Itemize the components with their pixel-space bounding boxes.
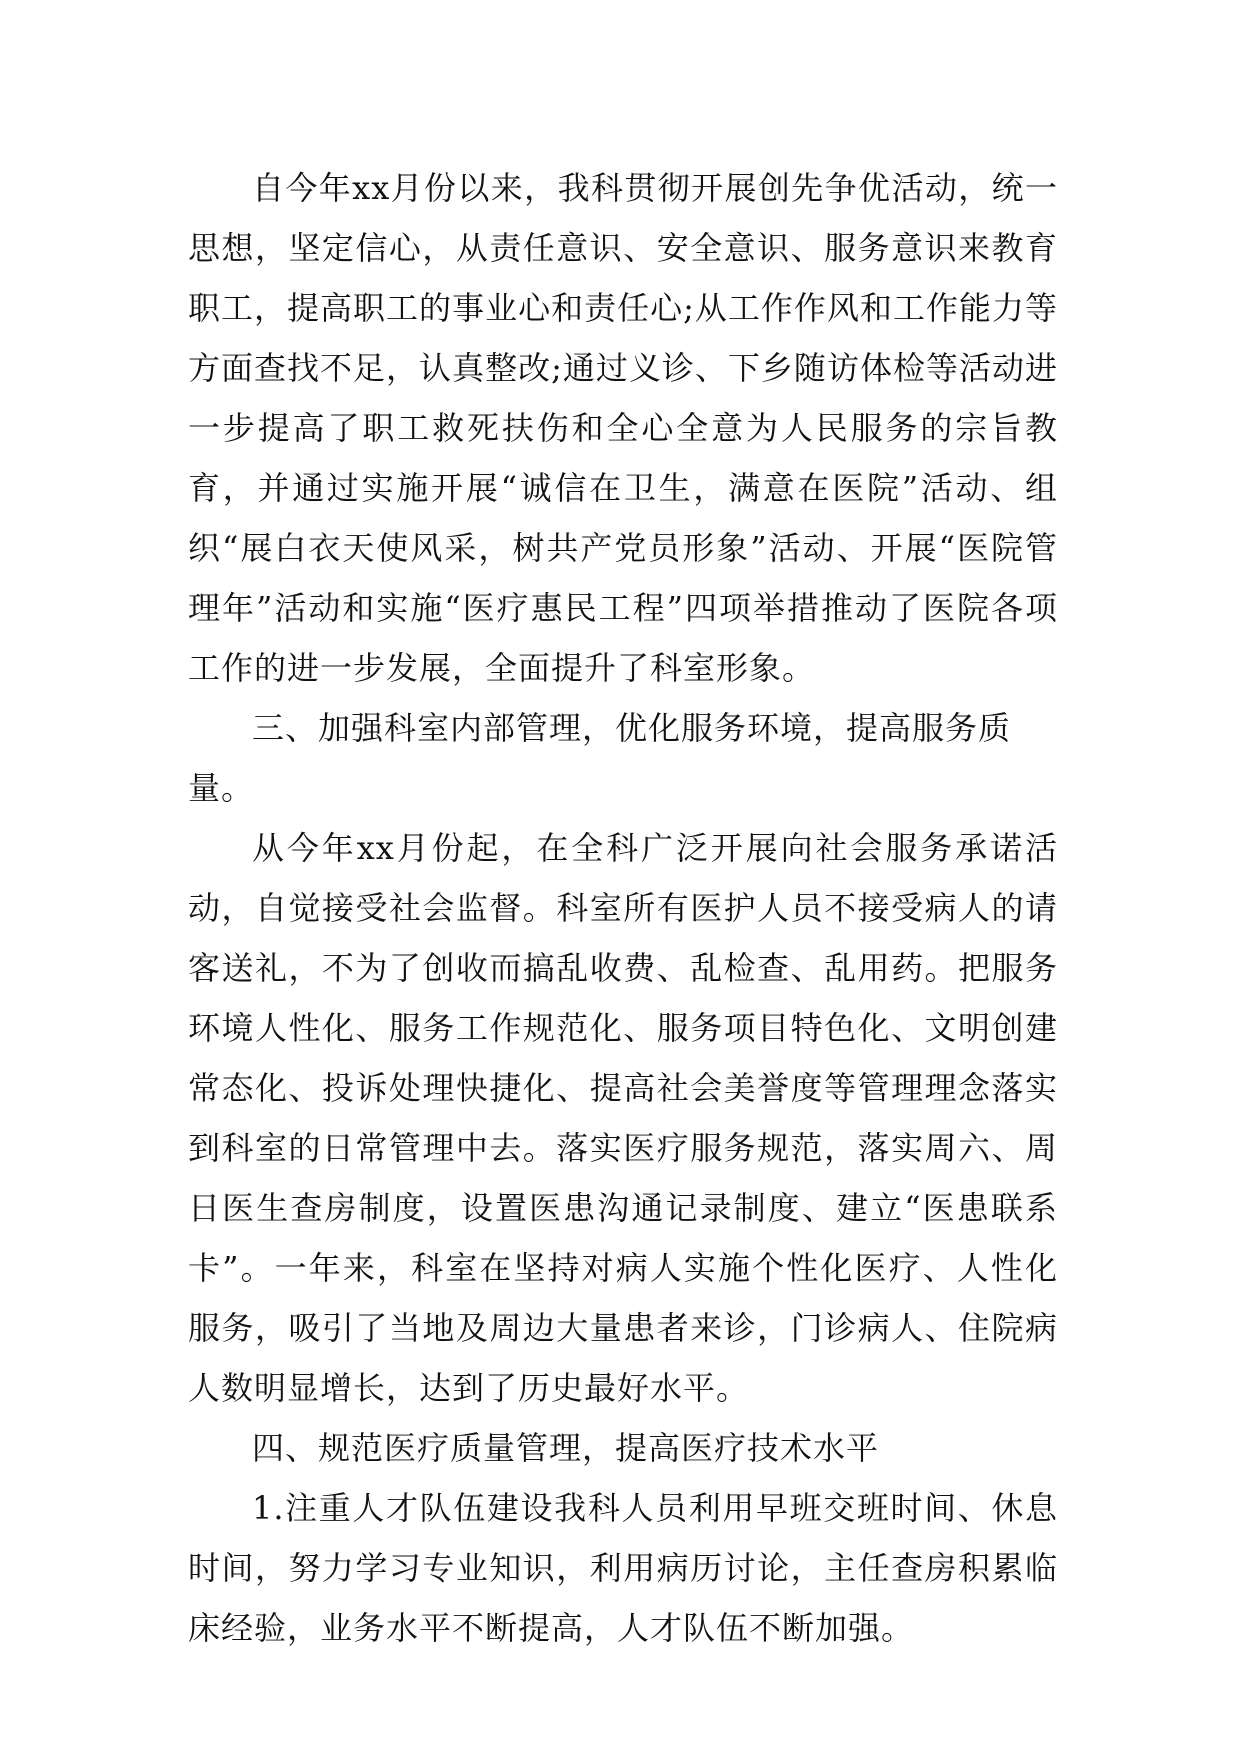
- paragraph-talent: 1.注重人才队伍建设我科人员利用早班交班时间、休息时间，努力学习专业知识，利用病历讨论，主任查房积累临床经验，业务水平不断提高，人才队伍不断加强。: [188, 1489, 1058, 1647]
- document-body: [188, 158, 1058, 1658]
- paragraph-management: 从今年xx月份起，在全科广泛开展向社会服务承诺活动，自觉接受社会监督。科室所有医护人员不接受病人的请客送礼，不为了创收而搞乱收费、乱检查、乱用药。把服务环境人性化、服务工作规范化、服务项目特色化、文明创建常态化、投诉处理快捷化、提高社会美誉度等管理理念落实到科室的日常管理中去。落实医疗服务规范，落实周六、周日医生查房制度，设置医患沟通记录制度、建立“医患联系卡”。一年来，科室在坚持对病人实施个性化医疗、人性化服务，吸引了当地及周边大量患者来诊，门诊病人、住院病人数明显增长，达到了历史最好水平。: [188, 829, 1058, 1407]
- section-heading-4: 四、规范医疗质量管理，提高医疗技术水平: [252, 1429, 880, 1467]
- paragraph-activities: 自今年xx月份以来，我科贯彻开展创先争优活动，统一思想，坚定信心，从责任意识、安全意识、服务意识来教育职工，提高职工的事业心和责任心;从工作作风和工作能力等方面查找不足，认真整改;通过义诊、下乡随访体检等活动进一步提高了职工救死扶伤和全心全意为人民服务的宗旨教育，并通过实施开展“诚信在卫生，满意在医院”活动、组织“展白衣天使风采，树共产党员形象”活动、开展“医院管理年”活动和实施“医疗惠民工程”四项举措推动了医院各项工作的进一步发展，全面提升了科室形象。: [188, 169, 1058, 687]
- section-heading-3: 三、加强科室内部管理，优化服务环境，提高服务质量。: [188, 709, 1012, 807]
